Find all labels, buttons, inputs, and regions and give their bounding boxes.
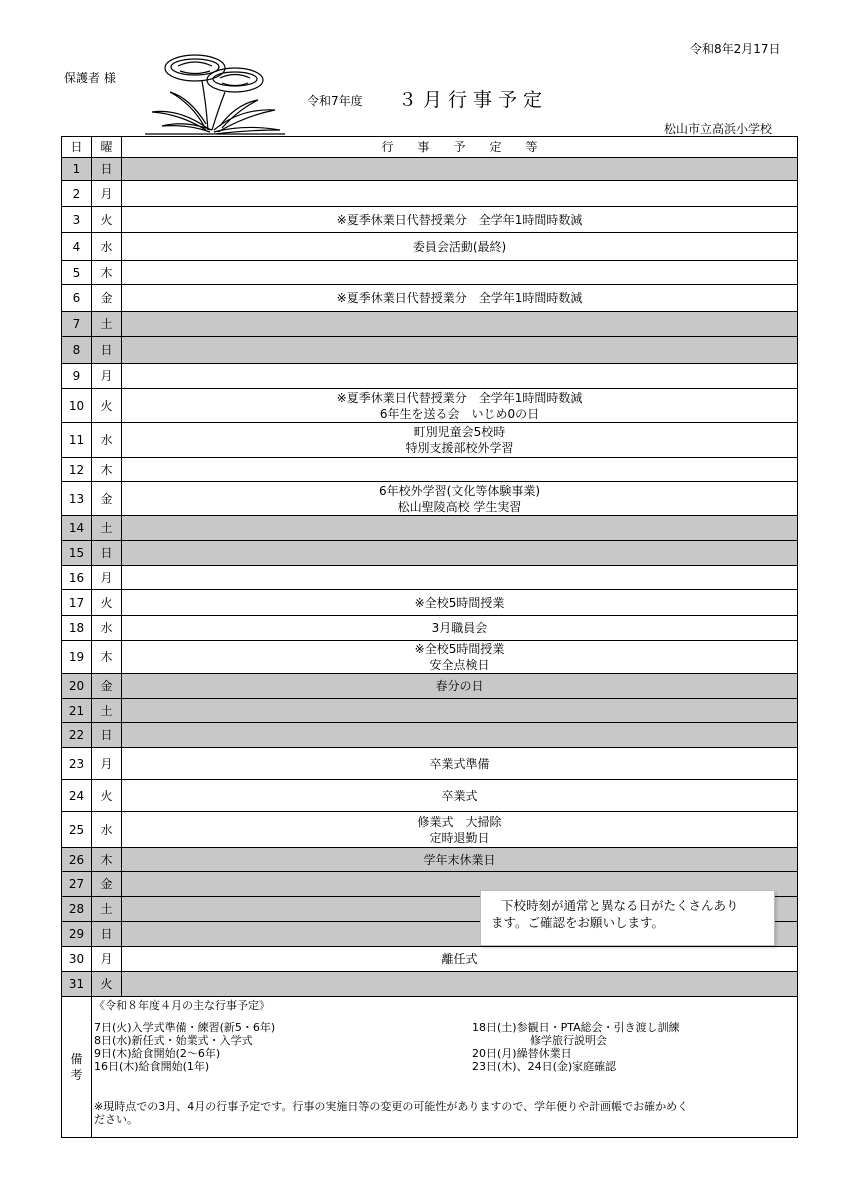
weekday-cell: 火 bbox=[92, 780, 122, 812]
day-cell: 20 bbox=[62, 674, 92, 699]
notes-left-item: 8日(水)新任式・始業式・入学式 bbox=[94, 1034, 253, 1047]
weekday-cell: 金 bbox=[92, 285, 122, 312]
event-line: ※夏季休業日代替授業分 全学年1時間時数減 bbox=[336, 390, 583, 405]
weekday-cell: 土 bbox=[92, 897, 122, 922]
event-line: 松山聖陵高校 学生実習 bbox=[397, 499, 522, 514]
weekday-cell: 金 bbox=[92, 872, 122, 897]
notes-label-top: 備 bbox=[70, 1052, 83, 1066]
events-cell bbox=[122, 337, 798, 364]
event-line: 修業式 大掃除 bbox=[417, 814, 502, 829]
notes-left-item: 16日(木)給食開始(1年) bbox=[94, 1060, 210, 1073]
weekday-cell: 木 bbox=[92, 261, 122, 285]
events-cell bbox=[122, 674, 798, 699]
table-row bbox=[62, 723, 798, 748]
notes-footer-line-1: ※現時点での3月、4月の行事予定です。行事の実施日等の変更の可能性がありますので、学年便りや計画帳でお確かめく bbox=[94, 1100, 689, 1113]
event-line: 3月職員会 bbox=[431, 621, 488, 635]
events-cell bbox=[122, 458, 798, 482]
day-cell: 10 bbox=[62, 389, 92, 423]
day-cell: 5 bbox=[62, 261, 92, 285]
table-row bbox=[62, 590, 798, 616]
day-cell: 6 bbox=[62, 285, 92, 312]
callout-line-1: 下校時刻が通常と異なる日がたくさんあり bbox=[501, 898, 739, 913]
issue-date: 令和8年2月17日 bbox=[690, 42, 781, 56]
table-row bbox=[62, 972, 798, 997]
notes-right-item: 18日(土)参観日・PTA総会・引き渡し訓練 bbox=[472, 1021, 680, 1034]
day-cell: 22 bbox=[62, 723, 92, 748]
event-line: ※全校5時間授業 bbox=[414, 642, 505, 656]
notes-label bbox=[62, 997, 92, 1138]
notes-body bbox=[92, 997, 798, 1138]
events-cell bbox=[122, 389, 798, 423]
day-cell: 23 bbox=[62, 748, 92, 780]
table-row bbox=[62, 233, 798, 261]
header-weekday: 曜 bbox=[92, 137, 122, 158]
table-row bbox=[62, 516, 798, 541]
weekday-cell: 火 bbox=[92, 207, 122, 233]
event-line: 町別児童会5校時 bbox=[413, 425, 506, 439]
notice-callout bbox=[480, 890, 775, 946]
event-line: 安全点検日 bbox=[429, 658, 490, 672]
events-cell bbox=[122, 158, 798, 181]
fiscal-year: 令和7年度 bbox=[307, 94, 363, 108]
events-cell bbox=[122, 312, 798, 337]
table-row bbox=[62, 423, 798, 458]
day-cell: 13 bbox=[62, 482, 92, 516]
event-line: ※夏季休業日代替授業分 全学年1時間時数減 bbox=[336, 291, 583, 305]
weekday-cell: 土 bbox=[92, 516, 122, 541]
weekday-cell: 土 bbox=[92, 699, 122, 723]
event-line: 定時退勤日 bbox=[429, 830, 490, 845]
page-title: ３月行事予定 bbox=[398, 89, 549, 111]
events-cell bbox=[122, 181, 798, 207]
events-cell bbox=[122, 541, 798, 566]
day-cell: 9 bbox=[62, 364, 92, 389]
table-row bbox=[62, 641, 798, 674]
header-events: 行 事 予 定 等 bbox=[122, 137, 798, 158]
event-line: 卒業式 bbox=[441, 788, 478, 803]
events-cell bbox=[122, 616, 798, 641]
events-cell bbox=[122, 590, 798, 616]
weekday-cell: 日 bbox=[92, 922, 122, 947]
day-cell: 27 bbox=[62, 872, 92, 897]
day-cell: 15 bbox=[62, 541, 92, 566]
flower-illustration bbox=[140, 48, 290, 136]
day-cell: 26 bbox=[62, 848, 92, 872]
table-row bbox=[62, 285, 798, 312]
weekday-cell: 金 bbox=[92, 674, 122, 699]
events-cell bbox=[122, 423, 798, 458]
table-row bbox=[62, 312, 798, 337]
weekday-cell: 月 bbox=[92, 947, 122, 972]
events-cell bbox=[122, 748, 798, 780]
day-cell: 29 bbox=[62, 922, 92, 947]
notes-heading: 《令和８年度４月の主な行事予定》 bbox=[94, 999, 270, 1012]
day-cell: 24 bbox=[62, 780, 92, 812]
notes-right-item: 修学旅行説明会 bbox=[530, 1034, 607, 1047]
notes-left-item: 7日(火)入学式準備・練習(新5・6年) bbox=[94, 1021, 276, 1034]
events-cell bbox=[122, 482, 798, 516]
event-line: 特別支援部校外学習 bbox=[405, 441, 514, 455]
day-cell: 31 bbox=[62, 972, 92, 997]
events-cell bbox=[122, 947, 798, 972]
events-cell bbox=[122, 207, 798, 233]
weekday-cell: 金 bbox=[92, 482, 122, 516]
day-cell: 30 bbox=[62, 947, 92, 972]
day-cell: 19 bbox=[62, 641, 92, 674]
event-line: ※夏季休業日代替授業分 全学年1時間時数減 bbox=[336, 212, 583, 227]
weekday-cell: 日 bbox=[92, 541, 122, 566]
notes-footer-line-2: ださい。 bbox=[94, 1113, 138, 1126]
weekday-cell: 火 bbox=[92, 590, 122, 616]
weekday-cell: 月 bbox=[92, 748, 122, 780]
notes-row bbox=[62, 997, 798, 1138]
events-cell bbox=[122, 261, 798, 285]
day-cell: 18 bbox=[62, 616, 92, 641]
day-cell: 16 bbox=[62, 566, 92, 590]
events-cell bbox=[122, 285, 798, 312]
table-header-row bbox=[62, 137, 798, 158]
table-row bbox=[62, 541, 798, 566]
table-row bbox=[62, 566, 798, 590]
weekday-cell: 月 bbox=[92, 181, 122, 207]
notes-right-item: 23日(木)、24日(金)家庭確認 bbox=[472, 1060, 617, 1073]
event-line: 離任式 bbox=[441, 952, 478, 966]
events-cell bbox=[122, 780, 798, 812]
event-line: 6年校外学習(文化等体験事業) bbox=[379, 483, 540, 498]
callout-line-2: ます。ご確認をお願いします。 bbox=[491, 915, 665, 930]
table-row bbox=[62, 780, 798, 812]
day-cell: 28 bbox=[62, 897, 92, 922]
notes-right-item: 20日(月)繰替休業日 bbox=[472, 1047, 572, 1060]
weekday-cell: 水 bbox=[92, 812, 122, 848]
table-row bbox=[62, 699, 798, 723]
events-cell bbox=[122, 972, 798, 997]
notes-label-bottom: 考 bbox=[70, 1068, 83, 1082]
table-row bbox=[62, 482, 798, 516]
event-line: 卒業式準備 bbox=[429, 756, 490, 771]
notes-left-item: 9日(木)給食開始(2～6年) bbox=[94, 1047, 221, 1060]
day-cell: 17 bbox=[62, 590, 92, 616]
schedule-table bbox=[61, 136, 798, 1138]
table-row bbox=[62, 812, 798, 848]
table-row bbox=[62, 848, 798, 872]
events-cell bbox=[122, 233, 798, 261]
day-cell: 25 bbox=[62, 812, 92, 848]
weekday-cell: 月 bbox=[92, 364, 122, 389]
day-cell: 3 bbox=[62, 207, 92, 233]
table-row bbox=[62, 616, 798, 641]
table-row bbox=[62, 748, 798, 780]
table-row bbox=[62, 207, 798, 233]
day-cell: 1 bbox=[62, 158, 92, 181]
events-cell bbox=[122, 699, 798, 723]
events-cell bbox=[122, 812, 798, 848]
event-line: 6年生を送る会 いじめ0の日 bbox=[379, 406, 540, 421]
weekday-cell: 水 bbox=[92, 616, 122, 641]
day-cell: 11 bbox=[62, 423, 92, 458]
weekday-cell: 水 bbox=[92, 233, 122, 261]
table-row bbox=[62, 947, 798, 972]
events-cell bbox=[122, 848, 798, 872]
table-row bbox=[62, 674, 798, 699]
weekday-cell: 月 bbox=[92, 566, 122, 590]
table-row bbox=[62, 158, 798, 181]
events-cell bbox=[122, 641, 798, 674]
header-day: 日 bbox=[62, 137, 92, 158]
day-cell: 8 bbox=[62, 337, 92, 364]
day-cell: 12 bbox=[62, 458, 92, 482]
table-row bbox=[62, 181, 798, 207]
event-line: 春分の日 bbox=[435, 679, 484, 693]
table-row bbox=[62, 261, 798, 285]
day-cell: 7 bbox=[62, 312, 92, 337]
table-row bbox=[62, 337, 798, 364]
weekday-cell: 日 bbox=[92, 158, 122, 181]
weekday-cell: 日 bbox=[92, 337, 122, 364]
weekday-cell: 水 bbox=[92, 423, 122, 458]
weekday-cell: 木 bbox=[92, 458, 122, 482]
events-cell bbox=[122, 566, 798, 590]
recipient: 保護者 様 bbox=[64, 71, 116, 85]
weekday-cell: 火 bbox=[92, 389, 122, 423]
event-line: 学年末休業日 bbox=[423, 852, 496, 867]
weekday-cell: 日 bbox=[92, 723, 122, 748]
weekday-cell: 木 bbox=[92, 848, 122, 872]
events-cell bbox=[122, 723, 798, 748]
table-row bbox=[62, 364, 798, 389]
school-name: 松山市立高浜小学校 bbox=[664, 122, 773, 136]
weekday-cell: 火 bbox=[92, 972, 122, 997]
day-cell: 21 bbox=[62, 699, 92, 723]
day-cell: 14 bbox=[62, 516, 92, 541]
table-row bbox=[62, 389, 798, 423]
event-line: ※全校5時間授業 bbox=[414, 595, 505, 610]
day-cell: 4 bbox=[62, 233, 92, 261]
event-line: 委員会活動(最終) bbox=[412, 239, 507, 254]
table-row bbox=[62, 458, 798, 482]
day-cell: 2 bbox=[62, 181, 92, 207]
weekday-cell: 土 bbox=[92, 312, 122, 337]
events-cell bbox=[122, 516, 798, 541]
weekday-cell: 木 bbox=[92, 641, 122, 674]
events-cell bbox=[122, 364, 798, 389]
